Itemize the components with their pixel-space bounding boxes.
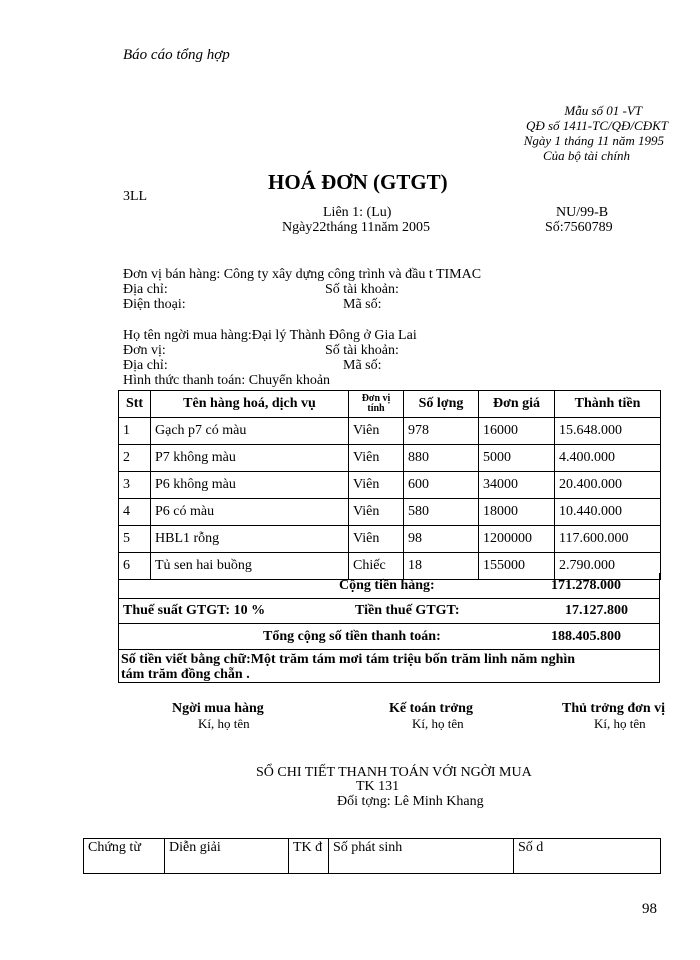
ledger-subject: Đối tợng: Lê Minh Khang <box>337 794 484 809</box>
code-3ll: 3LL <box>123 189 148 204</box>
ledger-table <box>83 838 661 874</box>
table-row <box>119 472 661 499</box>
cell-unit: Viên <box>349 499 404 526</box>
cell-unit: Viên <box>349 472 404 499</box>
cell-price: 5000 <box>479 445 555 472</box>
cell-amount: 20.400.000 <box>555 472 661 499</box>
invoice-title: HOÁ ĐƠN (GTGT) <box>268 170 448 194</box>
cell-price: 16000 <box>479 418 555 445</box>
cell-price: 18000 <box>479 499 555 526</box>
cell-name: P7 không màu <box>151 445 349 472</box>
vat-value: 17.127.800 <box>565 603 628 618</box>
cell-name: P6 có màu <box>151 499 349 526</box>
ledger-header-row <box>84 839 661 874</box>
cell-name: HBL1 rỗng <box>151 526 349 553</box>
cell-amount: 15.648.000 <box>555 418 661 445</box>
buyer-account: Số tài khoản: <box>325 343 399 358</box>
grand-total-label: Tổng cộng số tiền thanh toán: <box>263 629 441 644</box>
cell-price: 1200000 <box>479 526 555 553</box>
form-number: Mẫu số 01 -VT <box>564 103 642 118</box>
col-amount: Thành tiền <box>555 391 661 418</box>
table-row <box>119 445 661 472</box>
buyer-tax-code: Mã số: <box>343 358 382 373</box>
cell-price: 34000 <box>479 472 555 499</box>
col-qty: Số lợng <box>404 391 479 418</box>
cell-amount: 117.600.000 <box>555 526 661 553</box>
vat-rate: Thuế suất GTGT: 10 % <box>123 603 266 618</box>
invoice-series: NU/99-B <box>556 205 609 220</box>
signature-head-role: Thủ trởng đơn vị <box>562 701 666 716</box>
invoice-copy: Liên 1: (Lu) <box>323 205 392 220</box>
ledger-col-amount: Số phát sinh <box>329 839 514 874</box>
invoice-date: Ngày22tháng 11năm 2005 <box>282 220 431 235</box>
cell-stt: 5 <box>119 526 151 553</box>
buyer-address: Địa chỉ: <box>123 358 168 373</box>
seller-tax-code: Mã số: <box>343 297 382 312</box>
cell-stt: 4 <box>119 499 151 526</box>
signature-buyer-note: Kí, họ tên <box>198 716 250 731</box>
invoice-table <box>118 390 661 580</box>
cell-price: 155000 <box>479 553 555 580</box>
vat-label: Tiền thuế GTGT: <box>355 603 460 618</box>
cell-amount: 4.400.000 <box>555 445 661 472</box>
cell-stt: 3 <box>119 472 151 499</box>
signature-head-note: Kí, họ tên <box>594 716 646 731</box>
report-title: Báo cáo tổng hợp <box>123 47 230 63</box>
table-row <box>119 418 661 445</box>
col-unit: Đơn vị tính <box>349 391 404 418</box>
amount-in-words <box>118 650 660 683</box>
buyer-name: Họ tên ngời mua hàng:Đại lý Thành Đông ở Gia Lai <box>123 328 417 343</box>
subtotal-value: 171.278.000 <box>551 578 621 593</box>
ledger-account: TK 131 <box>356 779 400 794</box>
ledger-col-voucher: Chứng từ <box>84 839 165 874</box>
cell-unit: Viên <box>349 418 404 445</box>
subtotal-row <box>118 573 660 599</box>
cell-stt: 1 <box>119 418 151 445</box>
signature-accountant-role: Kế toán trởng <box>389 701 473 716</box>
payment-method: Hình thức thanh toán: Chuyển khoản <box>123 373 331 388</box>
words-line-2: tám trăm đồng chẵn . <box>121 667 250 682</box>
words-line-1: Số tiền viết bằng chữ:Một trăm tám mơi tám triệu bốn trăm linh năm nghìn <box>121 652 576 667</box>
cell-name: P6 không màu <box>151 472 349 499</box>
cell-stt: 2 <box>119 445 151 472</box>
seller-phone: Điện thoại: <box>123 297 186 312</box>
page-number: 98 <box>642 901 657 917</box>
cell-amount: 10.440.000 <box>555 499 661 526</box>
subtotal-label: Cộng tiền hàng: <box>339 578 435 593</box>
table-row <box>119 526 661 553</box>
seller-name: Đơn vị bán hàng: Công ty xây dựng công trình và đầu t TIMAC <box>123 267 482 282</box>
vat-row <box>118 599 660 624</box>
cell-qty: 880 <box>404 445 479 472</box>
buyer-unit: Đơn vị: <box>123 343 166 358</box>
decision-date: Ngày 1 tháng 11 năm 1995 <box>523 133 664 148</box>
ledger-title: SỔ CHI TIẾT THANH TOÁN VỚI NGỜI MUA <box>256 765 532 780</box>
cell-unit: Viên <box>349 445 404 472</box>
ledger-col-description: Diễn giải <box>165 839 289 874</box>
cell-name: Gạch p7 có màu <box>151 418 349 445</box>
cell-qty: 98 <box>404 526 479 553</box>
authority: Của bộ tài chính <box>542 148 630 163</box>
cell-qty: 18 <box>404 553 479 580</box>
seller-address: Địa chỉ: <box>123 282 168 297</box>
ledger-col-balance: Số d <box>514 839 661 874</box>
col-stt: Stt <box>119 391 151 418</box>
cell-unit: Chiếc <box>349 553 404 580</box>
decision-number: QĐ số 1411-TC/QĐ/CĐKT <box>525 118 668 133</box>
cell-amount: 2.790.000 <box>555 553 661 580</box>
cell-qty: 978 <box>404 418 479 445</box>
grand-total-row <box>118 624 660 650</box>
cell-stt: 6 <box>119 553 151 580</box>
col-price: Đơn giá <box>479 391 555 418</box>
seller-account: Số tài khoản: <box>325 282 399 297</box>
signature-accountant-note: Kí, họ tên <box>412 716 464 731</box>
table-header-row <box>119 391 661 418</box>
cell-unit: Viên <box>349 526 404 553</box>
invoice-number: Số:7560789 <box>545 220 613 235</box>
col-name: Tên hàng hoá, dịch vụ <box>151 391 349 418</box>
grand-total-value: 188.405.800 <box>551 629 621 644</box>
ledger-col-account: TK đ <box>289 839 329 874</box>
table-row <box>119 499 661 526</box>
cell-name: Tủ sen hai buồng <box>151 553 349 580</box>
cell-qty: 580 <box>404 499 479 526</box>
cell-qty: 600 <box>404 472 479 499</box>
signature-buyer-role: Ngời mua hàng <box>172 701 264 716</box>
